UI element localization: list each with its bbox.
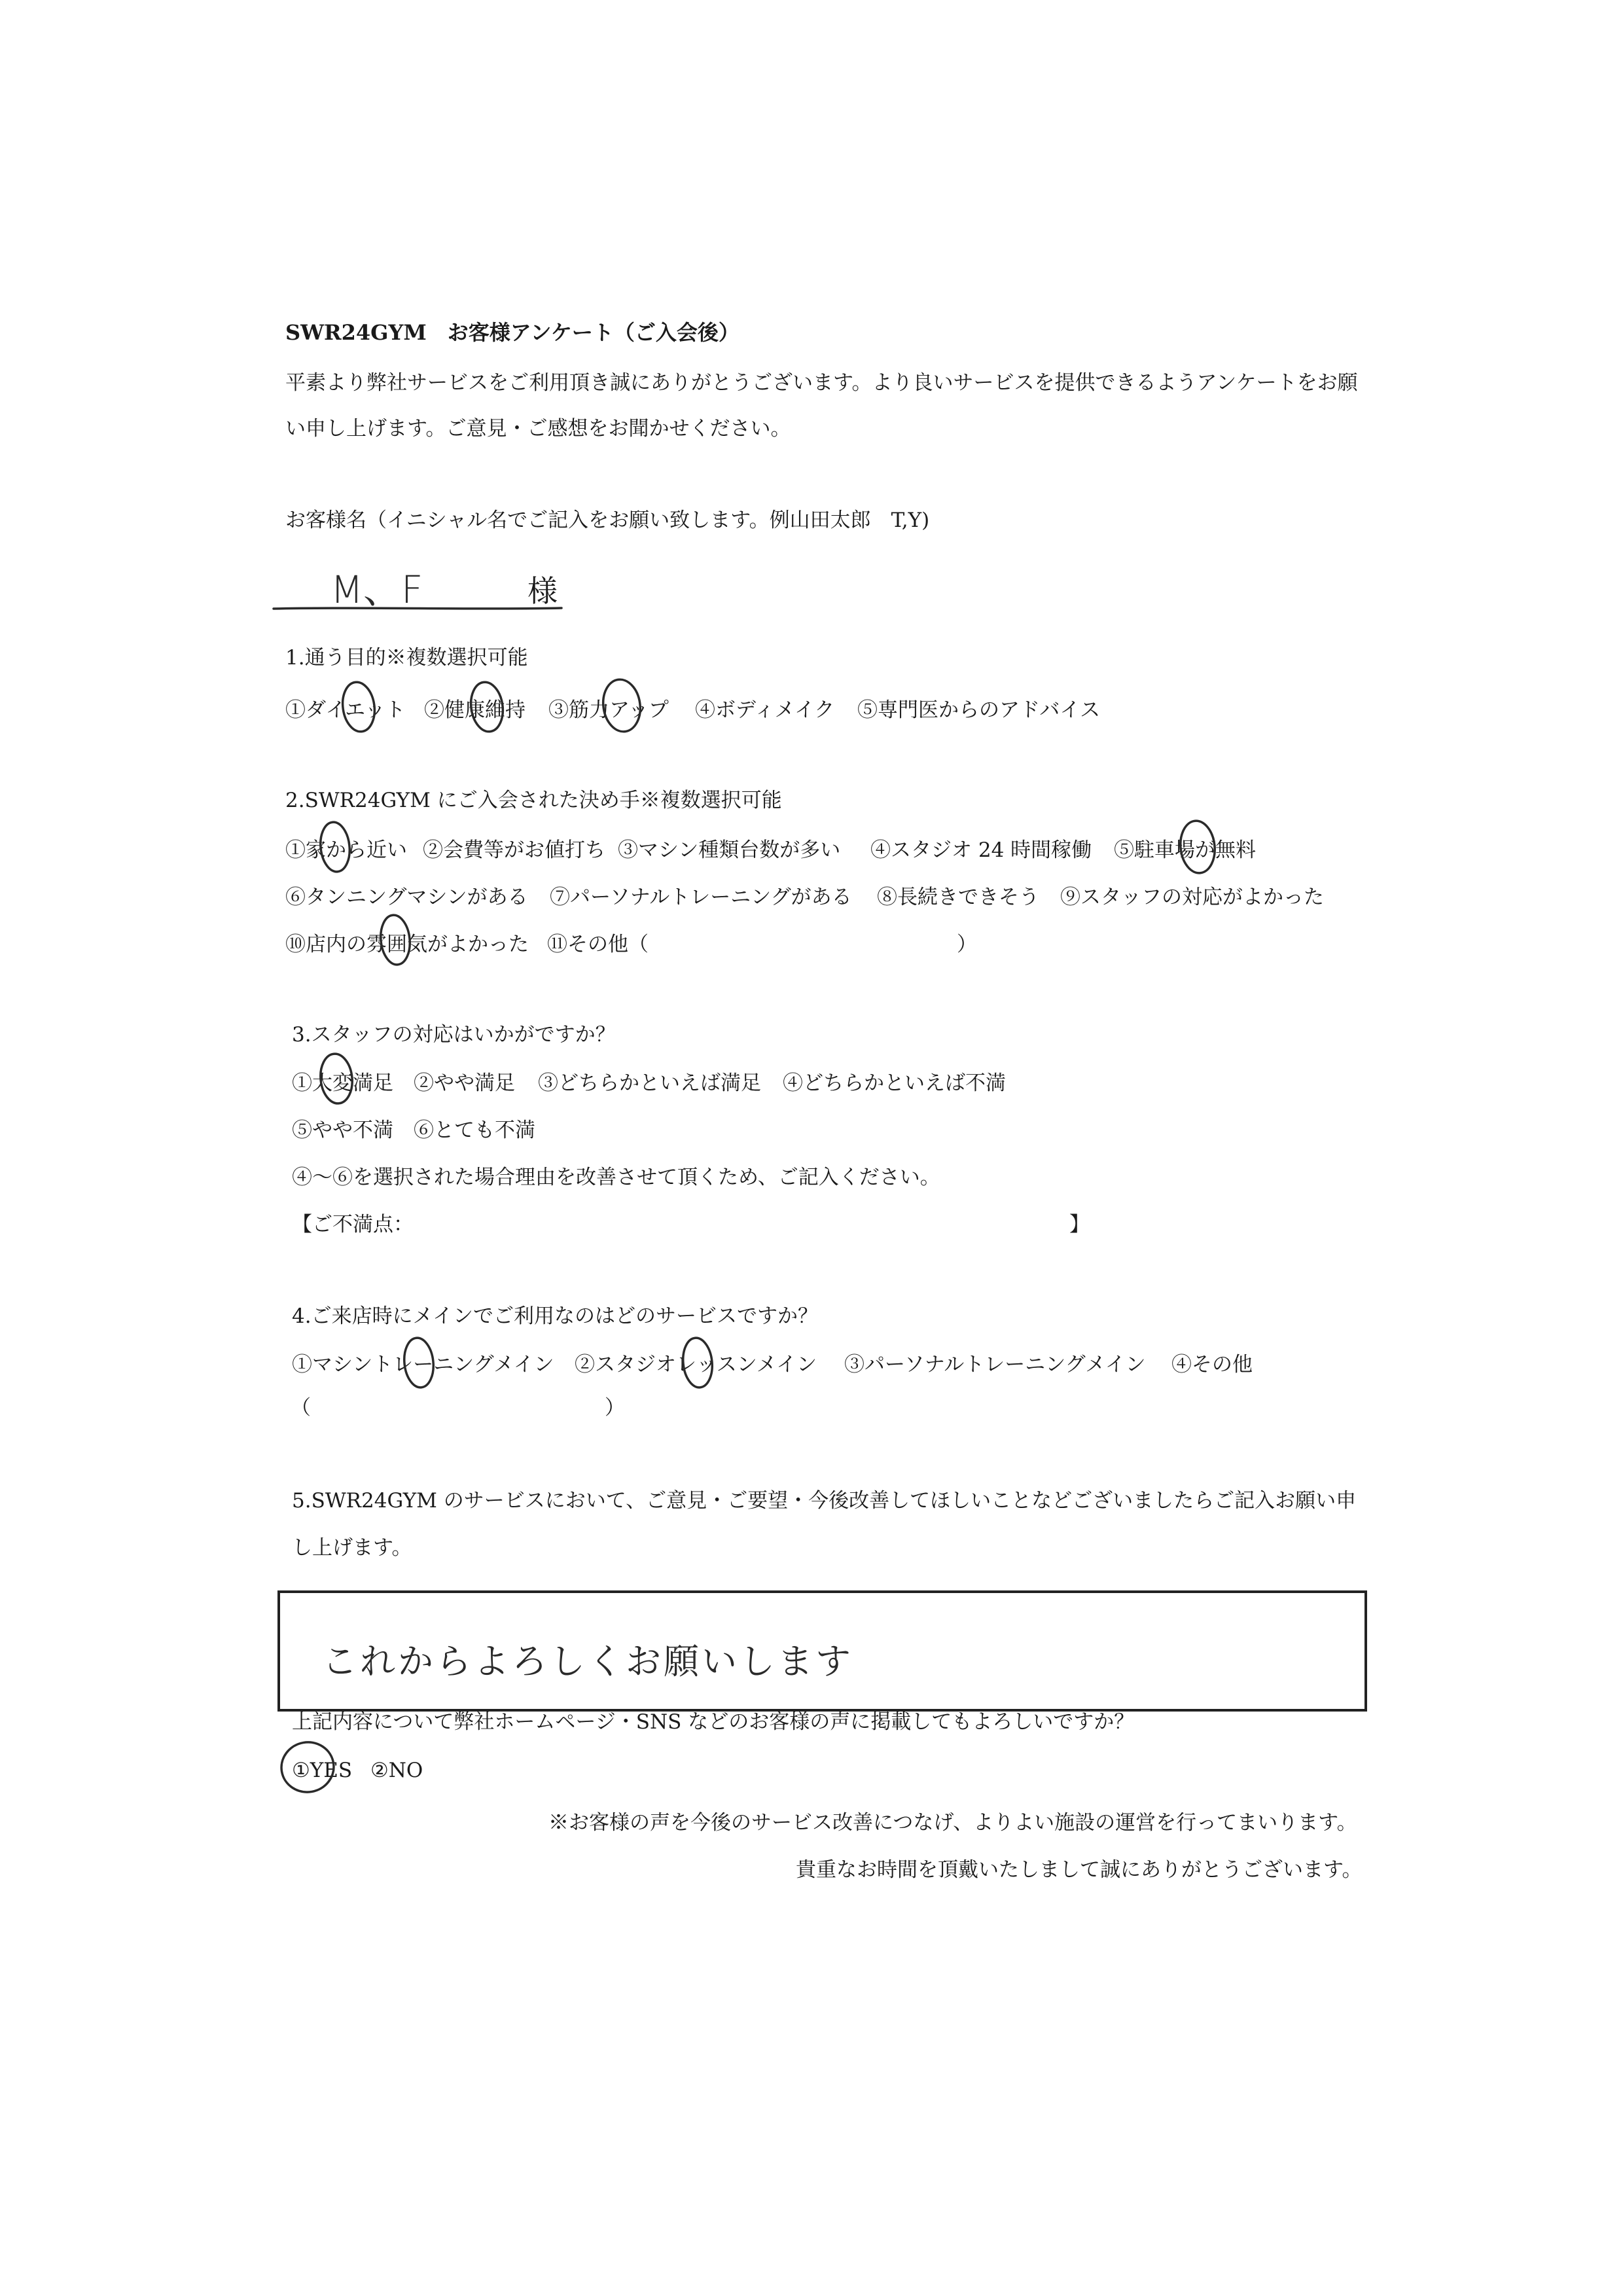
q2-selection-circle-free-parking: [1178, 819, 1217, 875]
consent-selection-circle-yes: [277, 1738, 338, 1797]
q2-option-free-parking[interactable]: ⑤駐車場が無料: [1114, 838, 1256, 862]
q4-selection-circle-studio: [681, 1336, 715, 1389]
q1-option-health[interactable]: ②健康維持: [424, 698, 526, 722]
q2-selection-circle-near-home: [318, 821, 352, 873]
q3-heading: 3.スタッフの対応はいかがですか？: [292, 1023, 616, 1047]
q1-option-doctor-advice[interactable]: ⑤専門医からのアドバイス: [857, 698, 1101, 722]
q3-selection-circle-very-satisfied: [318, 1052, 355, 1105]
q2-selection-circle-atmosphere: [378, 914, 412, 966]
q3-complaint-close: 】: [1069, 1213, 1090, 1236]
q5-answer-handwritten[interactable]: これからよろしくお願いします: [322, 1641, 853, 1682]
q2-option-staff[interactable]: ⑨スタッフの対応がよかった: [1060, 886, 1324, 909]
footer-thanks: 貴重なお時間を頂戴いたしまして誠にありがとうございます。: [796, 1858, 1363, 1882]
q4-other-close-paren: ）: [605, 1396, 625, 1420]
q5-heading-line1: 5.SWR24GYM のサービスにおいて、ご意見・ご要望・今後改善してほしいことなどございましたらご記入お願い申: [292, 1489, 1357, 1513]
q2-option-other[interactable]: ⑪その他（: [547, 933, 649, 956]
q3-option-very-dissatisfied[interactable]: ⑥とても不満: [414, 1119, 535, 1142]
q2-option-sustainable[interactable]: ⑧長続きできそう: [877, 886, 1039, 909]
q5-heading-line2: し上げます。: [292, 1536, 412, 1560]
q2-option-machines[interactable]: ③マシン種類台数が多い: [618, 838, 841, 862]
q2-option-tanning[interactable]: ⑥タンニングマシンがある: [285, 886, 528, 909]
footer-note: ※お客様の声を今後のサービス改善につなげ、よりよい施設の運営を行ってまいります。: [548, 1811, 1357, 1835]
q1-option-strength[interactable]: ③筋力アップ: [548, 698, 669, 722]
q1-selection-circle-strength: [600, 677, 644, 734]
q1-heading: 1.通う目的※複数選択可能: [285, 646, 528, 670]
q1-selection-circle-health: [468, 680, 506, 734]
q3-option-somewhat-satisfied[interactable]: ②やや満足: [414, 1071, 515, 1095]
consent-question: 上記内容について弊社ホームページ・SNS などのお客様の声に掲載してもよろしいですか？: [292, 1710, 1135, 1734]
q4-other-open-paren: （: [291, 1396, 311, 1420]
customer-name-underline: [274, 608, 562, 609]
q3-option-rather-dissatisfied[interactable]: ④どちらかといえば不満: [783, 1071, 1006, 1095]
q4-heading: 4.ご来店時にメインでご利用なのはどのサービスですか？: [292, 1304, 818, 1328]
q2-option-studio-24h[interactable]: ④スタジオ 24 時間稼働: [870, 838, 1092, 862]
q3-option-very-satisfied[interactable]: ①大変満足: [292, 1071, 393, 1095]
customer-name-label: お客様名（イニシャル名でご記入をお願い致します。例山田太郎 T,Y): [285, 509, 930, 532]
intro-text-line1: 平素より弊社サービスをご利用頂き誠にありがとうございます。より良いサービスを提供できるようアンケートをお願: [285, 371, 1358, 395]
survey-title: SWR24GYM お客様アンケート（ご入会後）: [285, 320, 740, 345]
q1-option-bodymake[interactable]: ④ボディメイク: [695, 698, 835, 722]
q4-option-machine[interactable]: ①マシントレーニングメイン: [292, 1353, 554, 1376]
customer-honorific: 様: [527, 573, 558, 609]
q4-option-studio[interactable]: ②スタジオレッスンメイン: [575, 1353, 817, 1376]
q3-option-rather-satisfied[interactable]: ③どちらかといえば満足: [538, 1071, 761, 1095]
q3-note: ④～⑥を選択された場合理由を改善させて頂くため、ご記入ください。: [292, 1166, 940, 1189]
q2-option-near-home[interactable]: ①家から近い: [285, 838, 407, 862]
customer-name-handwritten[interactable]: M、F: [330, 567, 423, 612]
q2-option-personal-training[interactable]: ⑦パーソナルトレーニングがある: [550, 886, 852, 909]
q4-option-personal[interactable]: ③パーソナルトレーニングメイン: [844, 1353, 1146, 1376]
q3-option-somewhat-dissatisfied[interactable]: ⑤やや不満: [292, 1119, 393, 1142]
q2-option-fee[interactable]: ②会費等がお値打ち: [423, 838, 605, 862]
q4-selection-circle-machine: [402, 1336, 436, 1389]
q2-heading: 2.SWR24GYM にご入会された決め手※複数選択可能: [285, 789, 782, 812]
q2-other-close-paren: ）: [957, 933, 977, 956]
q4-option-other[interactable]: ④その他: [1171, 1353, 1253, 1376]
q1-selection-circle-diet: [340, 680, 378, 734]
q1-option-diet[interactable]: ①ダイエット: [285, 698, 406, 722]
q2-option-atmosphere[interactable]: ⑩店内の雰囲気がよかった: [285, 933, 529, 956]
intro-text-line2: い申し上げます。ご意見・ご感想をお聞かせください。: [285, 417, 791, 440]
consent-yes-option[interactable]: ①YES: [292, 1759, 353, 1782]
consent-no-option[interactable]: ②NO: [370, 1759, 423, 1782]
q3-complaint-label: 【ご不満点：: [292, 1213, 414, 1236]
